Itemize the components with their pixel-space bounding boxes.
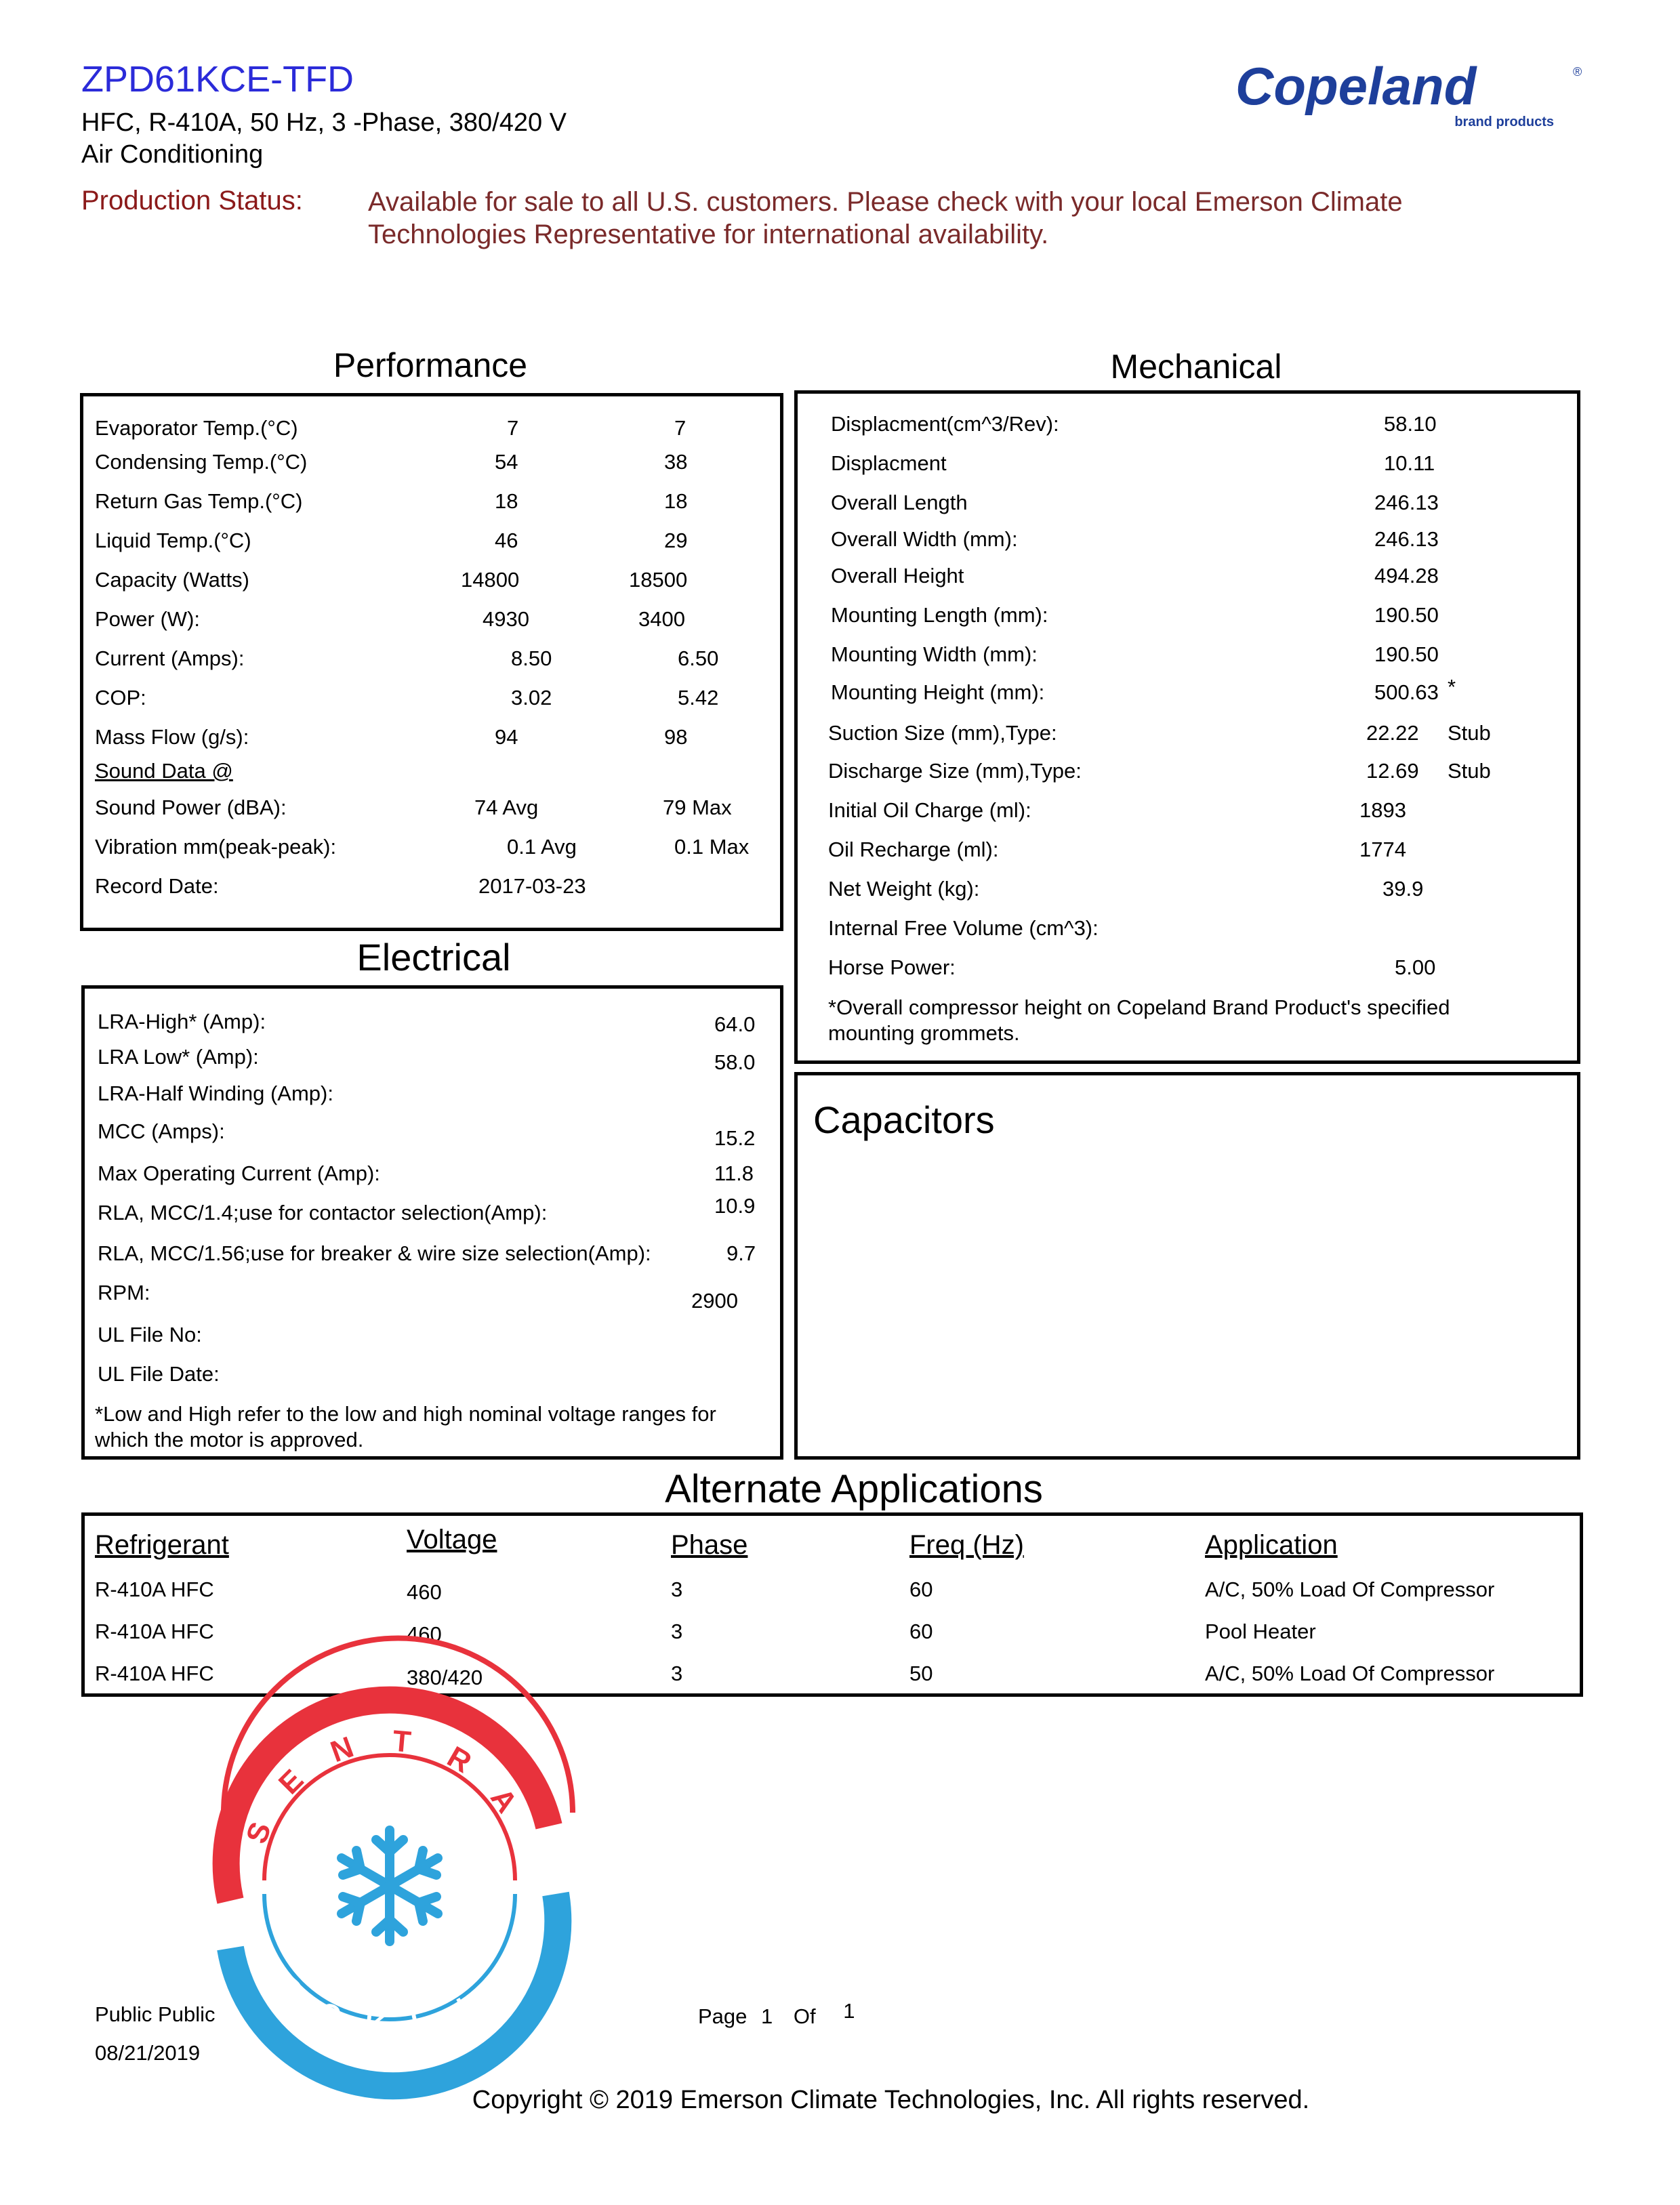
performance-value-2: 18	[664, 489, 688, 513]
performance-label: Current (Amps):	[95, 646, 245, 670]
electrical-value: 15.2	[714, 1126, 756, 1150]
mechanical-unit: *	[1448, 675, 1456, 699]
electrical-label: LRA Low* (Amp):	[98, 1045, 259, 1069]
sound-power-avg: 74 Avg	[474, 796, 539, 819]
stamp-letter: D	[274, 1971, 309, 2007]
table-cell: A/C, 50% Load Of Compressor	[1205, 1662, 1495, 1685]
footer-date: 08/21/2019	[95, 2041, 201, 2065]
table-cell: 460	[407, 1622, 442, 1646]
mechanical-value: 58.10	[1384, 412, 1437, 436]
stamp-letter: E	[272, 1763, 310, 1801]
performance-value-1: 14800	[461, 568, 520, 592]
electrical-label: MCC (Amps):	[98, 1119, 225, 1143]
mechanical-value: 494.28	[1374, 564, 1439, 588]
record-date-label: Record Date:	[95, 874, 219, 898]
mechanical-value: 190.50	[1374, 603, 1439, 627]
mechanical-value: 190.50	[1374, 642, 1439, 666]
performance-label: Liquid Temp.(°C)	[95, 529, 251, 552]
stamp-letter: A	[484, 1782, 524, 1819]
mechanical-value: 1893	[1359, 798, 1406, 822]
mechanical-label: Horse Power:	[828, 955, 956, 979]
performance-label: COP:	[95, 686, 146, 709]
table-cell: Pool Heater	[1205, 1620, 1316, 1643]
stamp-graphic	[203, 1724, 583, 2042]
performance-value-1: 94	[495, 725, 518, 749]
table-cell: 380/420	[407, 1666, 483, 1689]
performance-value-1: 4930	[483, 607, 529, 631]
mechanical-label: Overall Height	[831, 564, 964, 588]
mechanical-note-line-2: mounting grommets.	[828, 1021, 1020, 1045]
mechanical-unit: Stub	[1448, 721, 1491, 745]
performance-title: Performance	[333, 346, 528, 384]
stamp-letter: L	[409, 2007, 432, 2040]
performance-label: Return Gas Temp.(°C)	[95, 489, 303, 513]
mechanical-note	[828, 995, 1567, 1046]
capacitors-title: Capacitors	[813, 1098, 995, 1141]
vibration-avg: 0.1 Avg	[507, 835, 577, 859]
brand-name: Copeland	[1235, 56, 1477, 116]
status-text-line-2: Technologies Representative for international availability.	[368, 220, 1049, 249]
electrical-value: 9.7	[726, 1241, 756, 1265]
column-header: Application	[1205, 1530, 1338, 1560]
mechanical-label: Mounting Width (mm):	[831, 642, 1038, 666]
sound-power-label: Sound Power (dBA):	[95, 796, 287, 819]
mechanical-value: 246.13	[1374, 491, 1439, 514]
mechanical-value: 5.00	[1395, 955, 1436, 979]
electrical-note	[95, 1401, 773, 1453]
model-title: ZPD61KCE-TFD	[81, 59, 354, 100]
performance-value-1: 7	[507, 416, 519, 440]
table-cell: 460	[407, 1580, 442, 1604]
mechanical-label: Overall Length	[831, 491, 968, 514]
copyright: Copyright © 2019 Emerson Climate Technologies, Inc. All rights reserved.	[472, 2086, 1310, 2114]
table-cell: 60	[909, 1620, 933, 1643]
column-header: Voltage	[407, 1525, 497, 1554]
electrical-value: 2900	[691, 1289, 738, 1313]
mechanical-label: Displacment(cm^3/Rev):	[831, 412, 1059, 436]
stamp-letter: M	[480, 1960, 518, 1997]
stamp-letter: K	[363, 2010, 386, 2042]
performance-value-2: 29	[664, 529, 688, 552]
vibration-max: 0.1 Max	[674, 835, 750, 859]
table-cell: 50	[909, 1662, 933, 1685]
mechanical-label: Overall Width (mm):	[831, 527, 1018, 551]
performance-value-1: 18	[495, 489, 518, 513]
stamp-letter: N	[326, 1730, 358, 1769]
classification-label: Public Public	[95, 2002, 216, 2026]
model-subtitle: HFC, R-410A, 50 Hz, 3 -Phase, 380/420 V	[81, 108, 567, 137]
table-cell: 3	[671, 1620, 683, 1643]
of-label: Of	[793, 2004, 816, 2028]
performance-value-2: 38	[664, 450, 688, 474]
performance-value-1: 8.50	[511, 646, 552, 670]
mechanical-value: 12.69	[1366, 759, 1419, 783]
table-cell: R-410A HFC	[95, 1620, 214, 1643]
page-total: 1	[843, 1999, 855, 2023]
sound-data-heading: Sound Data @	[95, 759, 233, 783]
mechanical-label: Mounting Height (mm):	[831, 680, 1045, 704]
performance-value-2: 6.50	[678, 646, 719, 670]
electrical-label: RLA, MCC/1.4;use for contactor selection(Amp):	[98, 1201, 548, 1224]
status-text	[368, 186, 1520, 251]
alternate-title: Alternate Applications	[665, 1467, 1043, 1511]
table-cell: R-410A HFC	[95, 1662, 214, 1685]
electrical-note-line-2: which the motor is approved.	[95, 1428, 364, 1451]
electrical-value: 10.9	[714, 1194, 756, 1218]
electrical-value: 64.0	[714, 1012, 756, 1036]
electrical-label: RPM:	[98, 1281, 150, 1304]
page-label: Page	[698, 2004, 747, 2028]
electrical-label: UL File Date:	[98, 1362, 220, 1386]
mechanical-value: 246.13	[1374, 527, 1439, 551]
mechanical-label: Net Weight (kg):	[828, 877, 980, 901]
stamp-letter: O	[314, 1996, 346, 2032]
mechanical-label: Displacment	[831, 451, 947, 475]
mechanical-value: 10.11	[1384, 451, 1435, 475]
electrical-label: RLA, MCC/1.56;use for breaker & wire size selection(Amp):	[98, 1241, 651, 1265]
application-type: Air Conditioning	[81, 140, 264, 169]
table-cell: 3	[671, 1578, 683, 1601]
mechanical-value: 22.22	[1366, 721, 1419, 745]
mechanical-label: Suction Size (mm),Type:	[828, 721, 1057, 745]
electrical-label: Max Operating Current (Amp):	[98, 1161, 380, 1185]
performance-value-2: 98	[664, 725, 688, 749]
table-cell: 60	[909, 1578, 933, 1601]
page-indicator	[698, 1999, 855, 2029]
table-cell: 3	[671, 1662, 683, 1685]
performance-value-1: 46	[495, 529, 518, 552]
performance-label: Mass Flow (g/s):	[95, 725, 249, 749]
stamp-letter: I	[231, 1903, 262, 1918]
electrical-value: 58.0	[714, 1050, 756, 1074]
electrical-label: LRA-Half Winding (Amp):	[98, 1081, 333, 1105]
performance-label: Evaporator Temp.(°C)	[95, 416, 298, 440]
sentra-indoklima-stamp	[203, 1724, 583, 2042]
performance-value-2: 7	[674, 416, 687, 440]
electrical-title: Electrical	[356, 936, 511, 978]
page-number: 1	[761, 2004, 773, 2028]
stamp-letter: I	[452, 1992, 474, 2022]
table-cell: R-410A HFC	[95, 1578, 214, 1601]
mechanical-label: Mounting Length (mm):	[831, 603, 1048, 627]
copeland-logo	[1230, 56, 1582, 136]
status-label: Production Status:	[81, 186, 303, 215]
column-header: Phase	[671, 1530, 748, 1560]
electrical-label: UL File No:	[98, 1323, 202, 1346]
brand-subtitle: brand products	[1454, 115, 1554, 129]
mechanical-title: Mechanical	[1110, 348, 1282, 386]
performance-value-1: 54	[495, 450, 518, 474]
performance-value-1: 3.02	[511, 686, 552, 709]
status-text-line-1: Available for sale to all U.S. customers. Please check with your local Emerson Climate	[368, 187, 1403, 217]
record-date-value: 2017-03-23	[478, 874, 586, 898]
registered-mark: ®	[1573, 65, 1582, 79]
mechanical-note-line-1: *Overall compressor height on Copeland Brand Product's specified	[828, 995, 1450, 1019]
mechanical-value: 500.63	[1374, 680, 1439, 704]
performance-value-2: 18500	[629, 568, 688, 592]
vibration-label: Vibration mm(peak-peak):	[95, 835, 337, 859]
column-header: Freq (Hz)	[909, 1530, 1024, 1560]
mechanical-value: 39.9	[1382, 877, 1424, 901]
mechanical-unit: Stub	[1448, 759, 1491, 783]
stamp-letter: R	[441, 1739, 477, 1780]
stamp-letter: A	[506, 1924, 541, 1955]
performance-label: Capacity (Watts)	[95, 568, 249, 592]
stamp-letter: S	[239, 1817, 278, 1848]
stamp-letter: N	[245, 1937, 281, 1970]
table-cell: A/C, 50% Load Of Compressor	[1205, 1578, 1495, 1601]
column-header: Refrigerant	[95, 1530, 229, 1560]
mechanical-label: Oil Recharge (ml):	[828, 838, 999, 861]
performance-label: Power (W):	[95, 607, 200, 631]
electrical-note-line-1: *Low and High refer to the low and high nominal voltage ranges for	[95, 1402, 716, 1426]
sound-power-max: 79 Max	[663, 796, 732, 819]
mechanical-label: Initial Oil Charge (ml):	[828, 798, 1031, 822]
electrical-label: LRA-High* (Amp):	[98, 1010, 266, 1033]
stamp-letter: T	[391, 1724, 413, 1759]
mechanical-label: Discharge Size (mm),Type:	[828, 759, 1082, 783]
performance-value-2: 5.42	[678, 686, 719, 709]
mechanical-label: Internal Free Volume (cm^3):	[828, 916, 1099, 940]
electrical-value: 11.8	[714, 1161, 754, 1185]
performance-label: Condensing Temp.(°C)	[95, 450, 308, 474]
mechanical-value: 1774	[1359, 838, 1406, 861]
performance-value-2: 3400	[638, 607, 685, 631]
